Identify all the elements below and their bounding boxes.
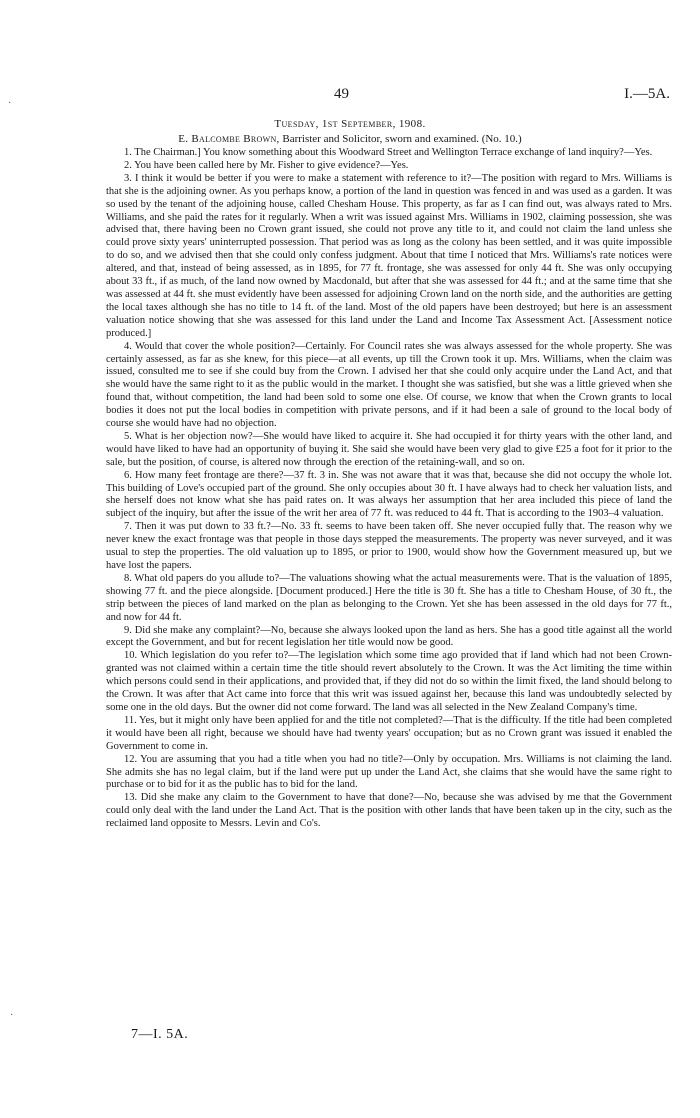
witness-heading [0, 133, 700, 145]
testimony-paragraph: 7. Then it was put down to 33 ft.?—No. 33 ft. seems to have been taken off. She never occupied fully that. The reason why we never knew the exact frontage was that people in those days stepped the measurements. The property was never surveyed, and it was usual to step the properties. The old valuation up to 1895, or prior to 1900, would show how the Government measured up, but we have lost the papers. [106, 521, 672, 571]
witness-name: E. Balcombe Brown, [178, 133, 280, 145]
testimony-body [106, 147, 672, 831]
testimony-paragraph: 13. Did she make any claim to the Government to have that done?—No, because she was advised by me that the Government could only deal with the land under the Land Act. That is the position with other lands that have been taken up in the city, such as the reclaimed land opposite to Messrs. Levin and Co's. [106, 792, 672, 830]
page-number: 49 [334, 86, 349, 102]
margin-speck: · [10, 1010, 14, 1021]
testimony-paragraph: 9. Did she make any complaint?—No, because she always looked upon the land as hers. She has a good title against all the world except the Government, and but for recent legislation her title would now be good. [106, 624, 672, 649]
date-text: Tuesday, 1st September, 1908. [274, 118, 426, 130]
hearing-date [0, 118, 700, 130]
testimony-paragraph: 4. Would that cover the whole position?—Certainly. For Council rates she was always assessed for the whole property. She was certainly assessed, as far as she knew, for this piece—at all events, up till the Crown took it up. Mrs. Williams, when the claim was issued, consulted me to see if she could buy from the Crown. I advised her that she could only acquire under the Land Act, and that she would have the same right to it as the public would in the market. I thought she was satisfied, but she was a little grieved when she found that, without competition, the land had been sold to some one else. Of course, we know that when the Crown grants to local bodies it does not put the local bodies in competition with private persons, and if it had been a sale of ground to the local body of course she would have had no objection. [106, 340, 672, 430]
testimony-paragraph: 2. You have been called here by Mr. Fisher to give evidence?—Yes. [124, 159, 409, 171]
testimony-paragraph: 5. What is her objection now?—She would have liked to acquire it. She had occupied it for thirty years with the other land, and would have liked to have had an opportunity of buying it. She said she would have been very glad to give £25 a foot for it prior to the sale, but the position, of course, is altered now through the erection of the retaining-wall, and so on. [106, 430, 672, 468]
page-header [0, 86, 700, 106]
testimony-paragraph: 11. Yes, but it might only have been applied for and the title not completed?—That is the difficulty. If the title had been completed it would have been all right, because we should have had twenty years' occupation; but as no Crown grant was issued it enabled the Government to come in. [106, 714, 672, 752]
testimony-paragraph: 8. What old papers do you allude to?—The valuations showing what the actual measurements were. That is the valuation of 1895, showing 77 ft. and the piece alongside. [Document produced.] Here the title is 30 ft. She has a title to Chesham House, of 30 ft., the strip between the pieces of land marked on the plan as belonging to the Crown. Yet she has been assessed in the old days for 77 ft., and now for 44 ft. [106, 572, 672, 623]
witness-description: Barrister and Solicitor, sworn and examined. [282, 133, 479, 145]
testimony-paragraph: 10. Which legislation do you refer to?—The legislation which some time ago provided that if land which had not been Crown-granted was not claimed within a certain time the title should revert absolutely to the Crown. It was the Act limiting the time within which persons could send in their applications, and provided that, if they did not do so within the limit fixed, the land should belong to the Crown. It was after that Act came into force that this writ was issued against her, because this land was undoubtedly selected by some one in the old days. But the owner did not come forward. The land was all selected in the New Zealand Company's time. [106, 650, 672, 713]
margin-speck: · [8, 98, 12, 109]
signature-mark: 7—I. 5A. [131, 1027, 189, 1042]
testimony-paragraph: 3. I think it would be better if you were to make a statement with reference to it?—The position with regard to Mrs. Williams is that she is the adjoining owner. As you perhaps know, a portion of the land in question was fenced in and was used as a garden. It was so used by the tenant of the adjoining house, called Chesham House. This property, as far as I can find out, was always rated to Mrs. Williams, and she paid the rates for it regularly. When a writ was issued against Mrs. Williams in 1902, claiming possession, she was advised that, there having been no Crown grant issued, she could not prove any title to it, and could not claim the land unless she could prove sixty years' uninterrupted possession. That period was as long as the colony has been settled, and it was quite impossible to do so, and we advised then that she could only confess judgment. About that time I noticed that Mrs. Williams's rate notices were altered, and that, instead of being assessed, as in 1895, for 77 ft. frontage, she was assessed for only 44 ft. She was only occupying about 33 ft., if as much, of the land now owned by Macdonald, but after that she was assessed for 44 ft.; and at the same time that she was assessed at 44 ft. she must evidently have been assessed for adjoining Crown land on the north side, and the authorities are getting the local taxes although she has no title to 14 ft. of the land. Most of the old papers have been destroyed; but here is an assessment valuation notice showing that she was assessed for this land under the Land and Income Tax Assessment Act. [Assessment notice produced.] [106, 172, 672, 339]
testimony-paragraph: 1. The Chairman.] You know something about this Woodward Street and Wellington Terrace exchange of land inquiry?—Yes. [124, 147, 653, 158]
testimony-paragraph: 6. How many feet frontage are there?—37 ft. 3 in. She was not aware that it was that, because she did not occupy the whole lot. This building of Love's occupied part of the ground. She only occupies about 30 ft. I have always had to check her valuation lists, and she herself does not know what she has paid rates on. It was always her assumption that her area included this piece of land the subject of the inquiry, but after the issue of the writ her area of 77 ft. was reduced to 44 ft. That is according to the 1903–4 valuation. [106, 469, 672, 520]
testimony-paragraph: 12. You are assuming that you had a title when you had no title?—Only by occupation. Mrs. Williams is not claiming the land. She admits she has no legal claim, but if the land were put up under the Land Act, she claims that she would have the same right to purchase or to bid for it as the public has to bid for the land. [106, 753, 672, 791]
witness-number: (No. 10.) [481, 133, 522, 145]
document-reference: I.—5A. [624, 86, 670, 102]
